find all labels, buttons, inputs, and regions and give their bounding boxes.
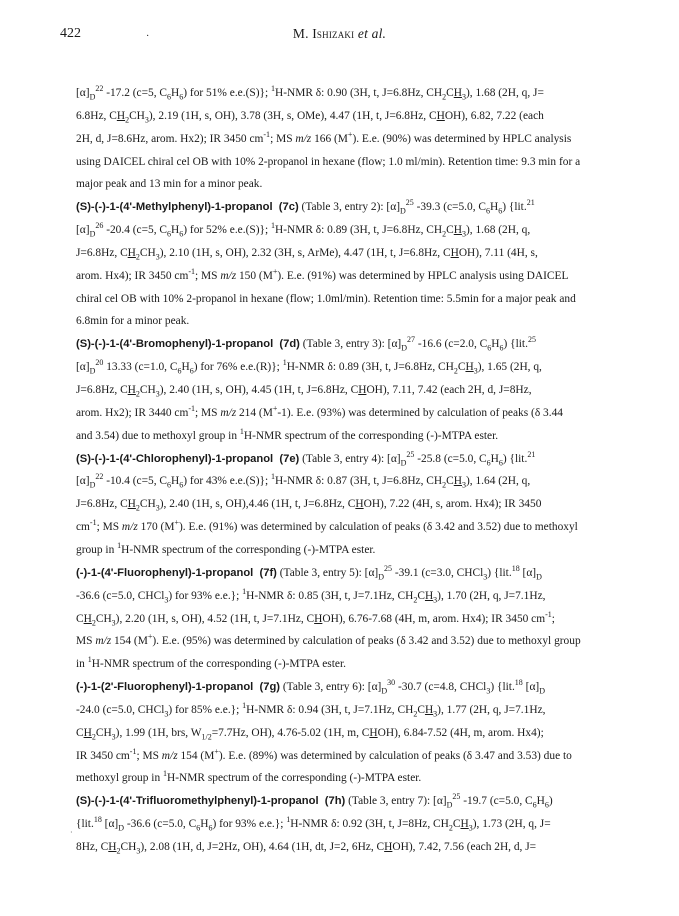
text-line: in $^1$H-NMR spectrum of the corresponding (-)-MTPA ester. — [76, 655, 346, 671]
text-line: $CH_2CH_3$), 2.20 (1H, s, OH), 4.52 (1H, t, J=7.1Hz, CHOH), 6.76-7.68 (4H, m, arom. Hx4); IR 3450 $cm^{-1}$; — [76, 609, 555, 627]
text-line: methoxyl group in $^1$H-NMR spectrum of the corresponding (-)-MTPA ester. — [76, 769, 422, 785]
text-line: (-)-1-(2'-Fluorophenyl)-1-propanol (7g) (Table 3, entry 6): $[\alpha]_D^{30}$ -30.7 (c=4.8, CHCl$_3$) {lit.$^{18}$ $[\alpha]_D$ — [76, 678, 545, 696]
text-line: 6.8min for a minor peak. — [76, 315, 190, 328]
text-line: $CH_2CH_3$), 1.99 (1H, brs, $W_{1/2}=7.7Hz$, OH), 4.76-5.02 (1H, m, CHOH), 6.84-7.52 (4H, m, arom. Hx4); — [76, 726, 544, 742]
text-line: (S)-(-)-1-(4'-Trifluoromethylphenyl)-1-propanol (7h) (Table 3, entry 7): $[\alpha]_D^{25}$ -19.7 (c=5.0, $C_6H_6$) — [76, 792, 553, 810]
running-head-etal: et al. — [354, 26, 387, 41]
header-dot-mark: · — [146, 31, 150, 42]
text-line: -24.0 (c=5.0, CHCl$_3$) for 85% e.e.}; $^1$H-NMR δ: 0.94 (3H, t, J=7.1Hz, $CH_2CH_3$), 1.77 (2H, q, J=7.1Hz, — [76, 701, 546, 719]
text-line: {lit.$^{18}$ $[\alpha]_D$ -36.6 (c=5.0, $C_6H_6$) for 93% e.e.}; $^1$H-NMR δ: 0.92 (3H, t, J=8Hz, $CH_2CH_3$), 1.73 (2H, q, J= — [76, 815, 551, 833]
text-line: $[\alpha]_D^{22}$ -10.4 (c=5, $C_6H_6$) for 43% e.e.(S)}; $^1$H-NMR δ: 0.87 (3H, t, J=6.8Hz, $CH_2CH_3$), 1.64 (2H, q, — [76, 472, 531, 490]
text-line: J=6.8Hz, $CH_2CH_3$), 2.40 (1H, s, OH), 4.45 (1H, t, J=6.8Hz, CHOH), 7.11, 7.42 (each 2H, d, J=8Hz, — [76, 384, 532, 399]
text-line: arom. Hx4); IR 3450 $cm^{-1}$; MS m/z 150 (M+). E.e. (91%) was determined by HPLC analysis using DAICEL — [76, 266, 569, 282]
page-number: 422 — [60, 26, 81, 41]
text-line: J=6.8Hz, $CH_2CH_3$), 2.40 (1H, s, OH),4.46 (1H, t, J=6.8Hz, CHOH), 7.22 (4H, s, arom. Hx4); IR 3450 — [76, 498, 542, 513]
text-line: 2H, d, J=8.6Hz, arom. Hx2); IR 3450 $cm^{-1}$; MS m/z 166 (M+). E.e. (90%) was determined by HPLC analysis — [76, 129, 572, 145]
text-line: group in $^1$H-NMR spectrum of the corresponding (-)-MTPA ester. — [76, 541, 376, 556]
text-line: 6.8Hz, $CH_2CH_3$), 2.19 (1H, s, OH), 3.78 (3H, s, OMe), 4.47 (1H, t, J=6.8Hz, CHOH), 6.82, 7.22 (each — [76, 109, 544, 125]
text-line: $[\alpha]_D^{20}$ 13.33 (c=1.0, $C_6H_6$) for 76% e.e.(R)}; $^1$H-NMR δ: 0.89 (3H, t, J=6.8Hz, $CH_2CH_3$), 1.65 (2H, q, — [76, 358, 542, 376]
text-line: and 3.54) due to methoxyl group in $^1$H-NMR spectrum of the corresponding (-)-MTPA ester. — [76, 426, 499, 442]
text-line: arom. Hx2); IR 3440 $cm^{-1}$; MS m/z 214 (M+-1). E.e. (93%) was determined by calculation of peaks (δ 3.44 — [76, 404, 563, 419]
text-line: (S)-(-)-1-(4'-Methylphenyl)-1-propanol (7c) (Table 3, entry 2): $[\alpha]_D^{25}$ -39.3 (c=5.0, $C_6H_6$) {lit.$^{21}$ — [76, 198, 535, 216]
text-line: using DAICEL chiral cel OB with 10% 2-propanol in hexane (flow; 1.0 ml/min). Retention time: 9.3 min for a — [76, 155, 581, 168]
margin-dot: · — [70, 828, 73, 837]
text-line: MS m/z 154 (M+). E.e. (95%) was determined by calculation of peaks (δ 3.42 and 3.52) due to methoxyl group — [76, 632, 581, 648]
text-line: $[\alpha]_D^{26}$ -20.4 (c=5, $C_6H_6$) for 52% e.e.(S)}; $^1$H-NMR δ: 0.89 (3H, t, J=6.8Hz, $CH_2CH_3$), 1.68 (2H, q, — [76, 221, 531, 239]
text-line: $[\alpha]_D^{22}$ -17.2 (c=5, $C_6H_6$) for 51% e.e.(S)}; $^1$H-NMR δ: 0.90 (3H, t, J=6.8Hz, $CH_2CH_3$), 1.68 (2H, q, J= — [76, 84, 544, 102]
text-line: J=6.8Hz, $CH_2CH_3$), 2.10 (1H, s, OH), 2.32 (3H, s, ArMe), 4.47 (1H, t, J=6.8Hz, CHOH), 7.11 (4H, s, — [76, 246, 538, 262]
text-line: chiral cel OB with 10% 2-propanol in hexane (flow; 1.0ml/min). Retention time: 5.5min for a major peak and — [76, 292, 576, 305]
text-line: (-)-1-(4'-Fluorophenyl)-1-propanol (7f) (Table 3, entry 5): $[\alpha]_D^{25}$ -39.1 (c=3.0, CHCl$_3$) {lit.$^{18}$ $[\alpha]_D$ — [76, 564, 542, 582]
text-line: IR 3450 $cm^{-1}$; MS m/z 154 (M+). E.e. (89%) was determined by calculation of peaks (δ 3.47 and 3.53) due to — [76, 746, 572, 762]
text-line: $cm^{-1}$; MS m/z 170 (M+). E.e. (91%) was determined by calculation of peaks (δ 3.42 and 3.52) due to methoxyl — [76, 518, 578, 534]
text-line: major peak and 13 min for a minor peak. — [76, 178, 263, 191]
running-head-author: M. Ishizaki — [292, 26, 355, 41]
text-line: (S)-(-)-1-(4'-Chlorophenyl)-1-propanol (7e) (Table 3, entry 4): $[\alpha]_D^{25}$ -25.8 (c=5.0, $C_6H_6$) {lit.$^{21}$ — [76, 449, 536, 467]
text-line: (S)-(-)-1-(4'-Bromophenyl)-1-propanol (7d) (Table 3, entry 3): $[\alpha]_D^{27}$ -16.6 (c=2.0, $C_6H_6$) {lit.$^{25}$ — [76, 335, 536, 353]
running-head — [0, 26, 679, 42]
text-line: -36.6 (c=5.0, CHCl$_3$) for 93% e.e.}; $^1$H-NMR δ: 0.85 (3H, t, J=7.1Hz, $CH_2CH_3$), 1.70 (2H, q, J=7.1Hz, — [76, 586, 546, 604]
text-line: 8Hz, $CH_2CH_3$), 2.08 (1H, d, J=2Hz, OH), 4.64 (1H, dt, J=2, 6Hz, CHOH), 7.42, 7.56 (each 2H, d, J= — [76, 841, 537, 856]
